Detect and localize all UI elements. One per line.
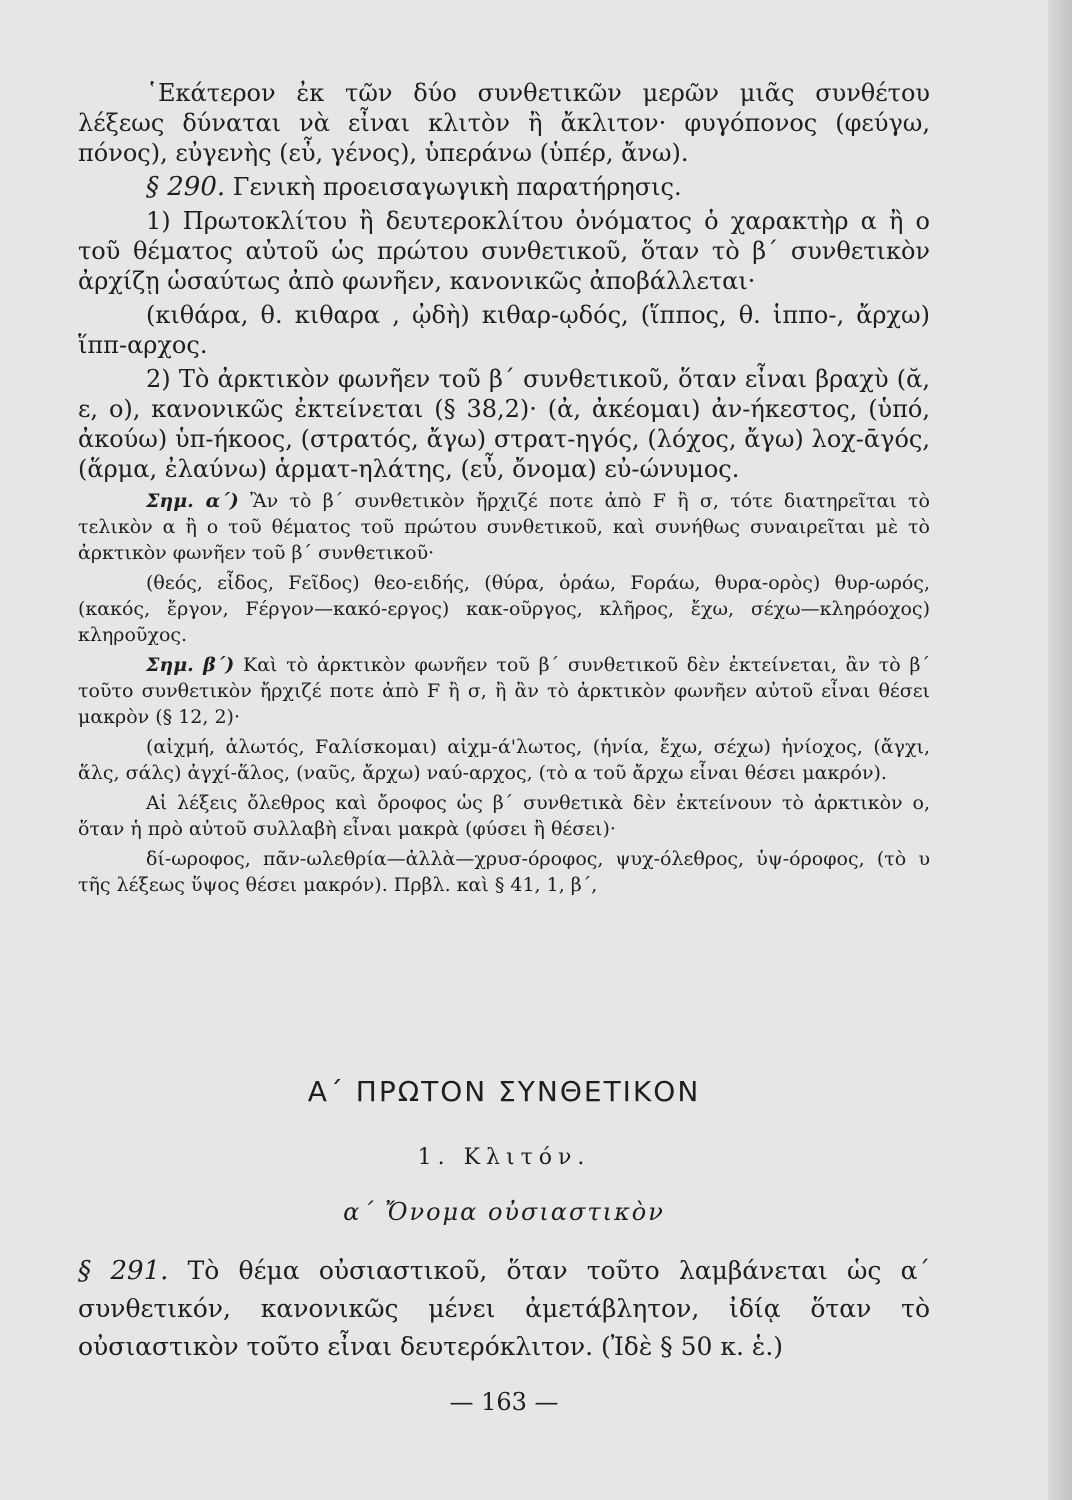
section-291: [78, 1252, 930, 1366]
rule-1: 1) Πρωτοκλίτου ἢ δευτεροκλίτου ὀνόματος ὁ χαρακτὴρ α ἢ ο τοῦ θέματος αὐτοῦ ὡς πρώτου συνθετικοῦ, ὅταν τὸ β΄ συνθετικὸν ἀρχίζῃ ὡσαύτως ἀπὸ φωνῆεν, κανονικῶς ἀποβάλλεται·: [78, 207, 930, 295]
page-number: — 163 —: [449, 1388, 559, 1416]
section-291-text: Τὸ θέμα οὐσιαστικοῦ, ὅταν τοῦτο λαμβάνεται ὡς α΄ συνθετικόν, κανονικῶς μένει ἀμετάβλητον, ἰδίᾳ ὅταν τὸ οὐσιαστικὸν τοῦτο εἶναι δευτερόκλιτον. (Ἰδὲ § 50 κ. ἑ.): [78, 1256, 930, 1361]
note-c: Αἱ λέξεις ὄλεθρος καὶ ὄροφος ὡς β΄ συνθετικὰ δὲν ἐκτείνουν τὸ ἀρκτικὸν ο, ὅταν ἡ πρὸ αὐτοῦ συλλαβὴ εἶναι μακρὰ (φύσει ἢ θέσει)·: [78, 792, 930, 840]
chapter-heading: Α΄ ΠΡΩΤΟΝ ΣΥΝΘΕΤΙΚΟΝ: [307, 1075, 701, 1108]
subheading: 1. Κλιτόν.: [417, 1145, 591, 1170]
section-291-mark: § 291.: [78, 1256, 169, 1286]
section-290-mark: § 290.: [146, 172, 226, 202]
note-b-text: Καὶ τὸ ἀρκτικὸν φωνῆεν τοῦ β΄ συνθετικοῦ δὲν ἐκτείνεται, ἂν τὸ β΄ τοῦτο συνθετικὸν ἤρχιζέ ποτε ἀπὸ F ἢ σ, ἢ ἂν τὸ ἀρκτικὸν φωνῆεν αὐτοῦ εἶναι θέσει μακρὸν (§ 12, 2)·: [78, 654, 930, 728]
section-290-title: Γενικὴ προεισαγωγικὴ παρατήρησις.: [225, 173, 682, 201]
italic-subheading: α΄ Ὄνομα οὐσιαστικὸν: [343, 1198, 665, 1226]
note-a-label: Σημ. α΄): [146, 490, 239, 512]
note-c-examples: δί-ωροφος, πᾶν-ωλεθρία—ἀλλὰ—χρυσ-όροφος, ψυχ-όλεθρος, ὑψ-όροφος, (τὸ υ τῆς λέξεως ὕψος θέσει μακρόν). Πρβλ. καὶ § 41, 1, β΄,: [78, 848, 930, 896]
note-a-text: Ἂν τὸ β΄ συνθετικὸν ἤρχιζέ ποτε ἀπὸ F ἢ σ, τότε διατηρεῖται τὸ τελικὸν α ἢ ο τοῦ θέματος τοῦ πρώτου συνθετικοῦ, καὶ συνήθως συναιρεῖται μὲ τὸ ἀρκτικὸν φωνῆεν τοῦ β΄ συνθετικοῦ·: [78, 490, 930, 564]
rule-1-examples: (κιθάρα, θ. κιθαρα , ᾠδὴ) κιθαρ-ῳδός, (ἵππος, θ. ἱππο-, ἄρχω) ἵππ-αρχος.: [78, 301, 930, 359]
page-edge: [1048, 0, 1072, 1500]
note-b: [78, 652, 930, 730]
section-290-heading: [78, 172, 930, 202]
note-b-label: Σημ. β΄): [146, 654, 235, 676]
note-b-examples: (αἰχμή, ἁλωτός, Fαλίσκομαι) αἰχμ-ά'λωτος, (ἡνία, ἔχω, σέχω) ἡνίοχος, (ἄγχι, ἅλς, σάλς) ἀγχί-ἅλος, (ναῦς, ἄρχω) ναύ-αρχος, (τὸ α τοῦ ἄρχω εἶναι θέσει μακρόν).: [78, 736, 930, 784]
rule-2: 2) Τὸ ἀρκτικὸν φωνῆεν τοῦ β΄ συνθετικοῦ, ὅταν εἶναι βραχὺ (ᾰ, ε, ο), κανονικῶς ἐκτείνεται (§ 38,2)· (ἀ, ἀκέομαι) ἀν-ήκεστος, (ὑπό, ἀκούω) ὑπ-ήκοος, (στρατός, ἄγω) στρατ-ηγός, (λόχος, ἄγω) λοχ-ᾱγός, (ἅρμα, ἐλαύνω) ἁρματ-ηλάτης, (εὖ, ὄνομα) εὐ-ώνυμος.: [78, 365, 930, 483]
note-a: [78, 488, 930, 566]
body-text: [78, 78, 930, 902]
intro-paragraph: ῾Εκάτερον ἐκ τῶν δύο συνθετικῶν μερῶν μιᾶς συνθέτου λέξεως δύναται νὰ εἶναι κλιτὸν ἢ ἄκλιτον· φυγόπονος (φεύγω, πόνος), εὐγενὴς (εὖ, γένος), ὑπεράνω (ὑπέρ, ἄνω).: [78, 79, 930, 167]
note-a-examples: (θεός, εἶδος, Fεῖδος) θεο-ειδής, (θύρα, ὁράω, Fοράω, θυρα-ορὸς) θυρ-ωρός, (κακός, ἔργον, Fέργον—κακό-εργος) κακ-οῦργος, κλῆρος, ἔχω, σέχω—κληρόοχος) κληροῦχος.: [78, 572, 930, 646]
